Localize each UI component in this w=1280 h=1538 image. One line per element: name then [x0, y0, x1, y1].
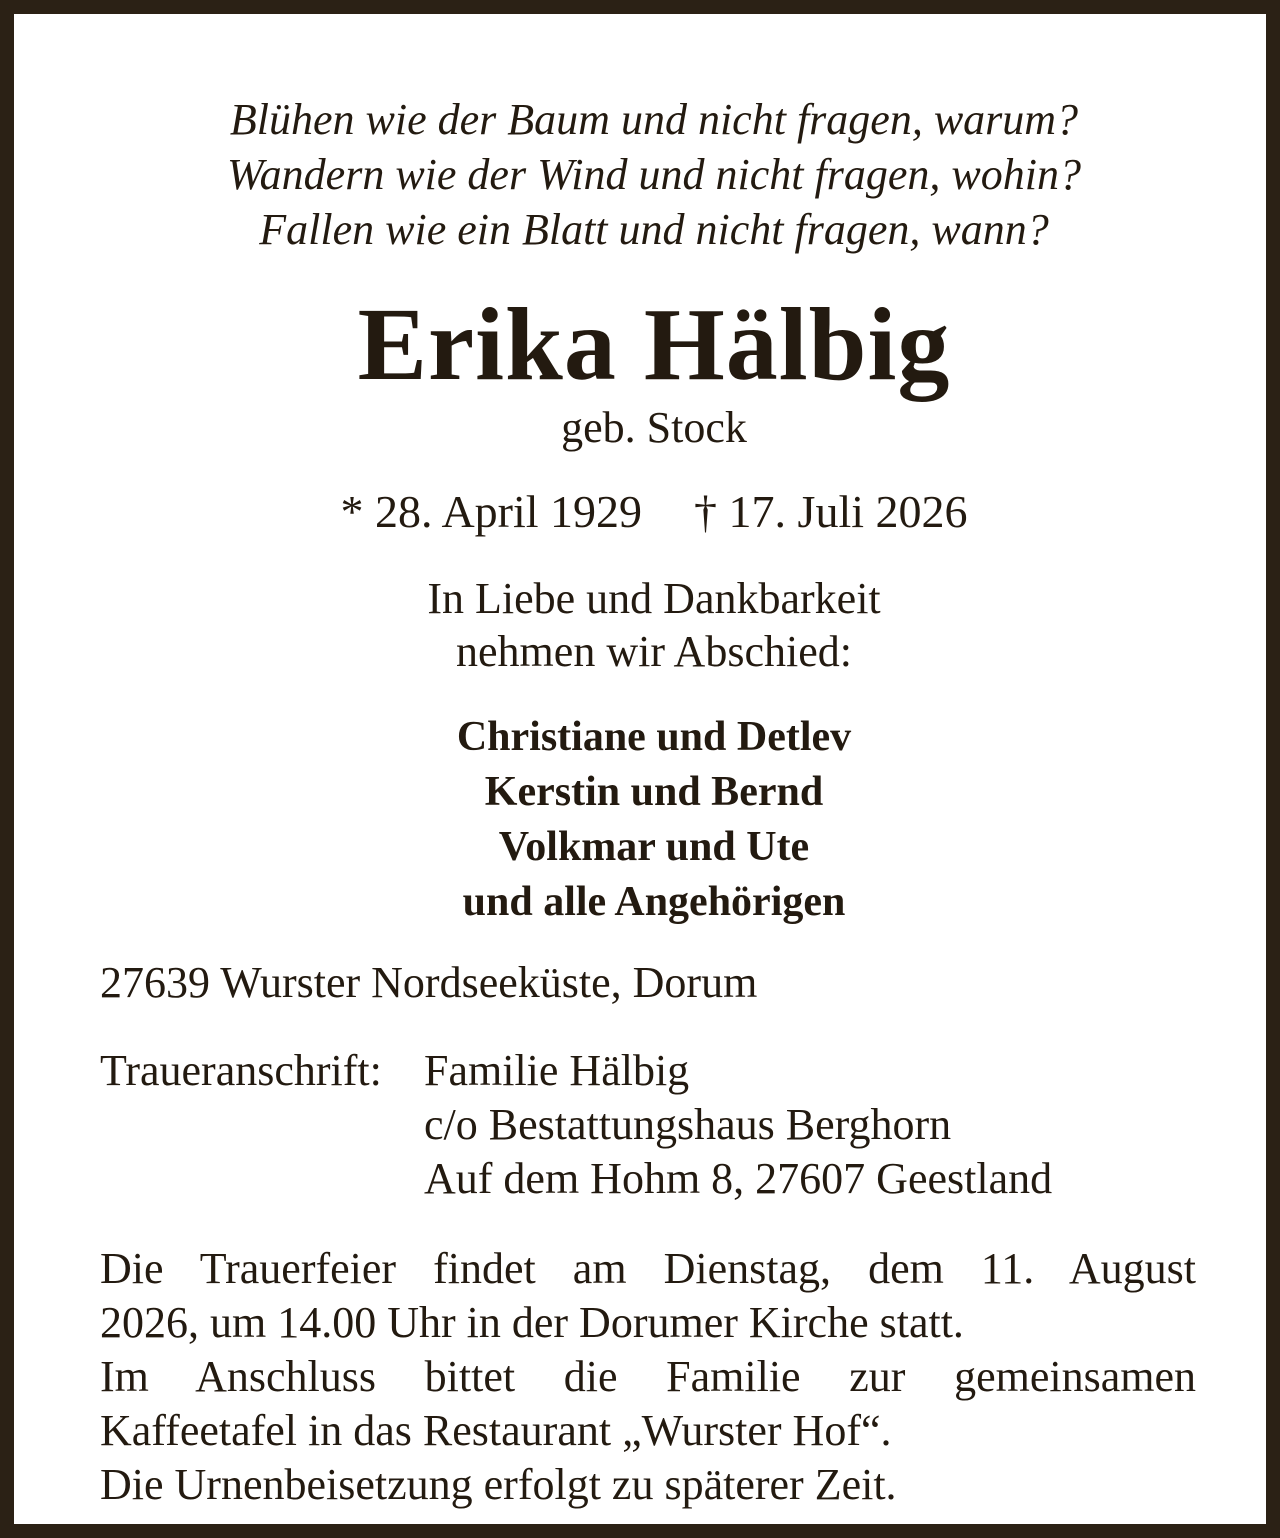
poem-quote [14, 92, 1280, 257]
location-line: 27639 Wurster Nordseeküste, Dorum [100, 958, 758, 1007]
condolence-address-label: Traueranschrift: [100, 1046, 382, 1095]
service-line: Kaffeetafel in das Restaurant „Wurster Hof“. [100, 1406, 892, 1455]
life-dates [14, 486, 1280, 538]
farewell-text [14, 572, 1280, 678]
quote-line: Blühen wie der Baum und nicht fragen, warum? [229, 95, 1079, 144]
death-date: † 17. Juli 2026 [694, 486, 968, 537]
service-line: Im Anschluss bittet die Familie zur gemeinsamen [100, 1352, 1196, 1401]
mourners-list [14, 710, 1280, 930]
mourner-line: Volkmar und Ute [498, 824, 810, 870]
condolence-address [424, 1044, 1052, 1206]
farewell-line: nehmen wir Abschied: [456, 627, 852, 676]
address-line: Familie Hälbig [424, 1046, 690, 1095]
mourner-line: Kerstin und Bernd [484, 769, 824, 815]
birth-date: * 28. April 1929 [340, 486, 643, 537]
farewell-line: In Liebe und Dankbarkeit [427, 574, 881, 623]
mourner-line: Christiane und Detlev [456, 714, 852, 760]
address-line: c/o Bestattungshaus Berghorn [424, 1100, 952, 1149]
service-line: Die Trauerfeier findet am Dienstag, dem 11. August [100, 1244, 1196, 1293]
service-line: 2026, um 14.00 Uhr in der Dorumer Kirche statt. [100, 1298, 964, 1347]
quote-line: Fallen wie ein Blatt und nicht fragen, wann? [259, 205, 1049, 254]
quote-line: Wandern wie der Wind und nicht fragen, wohin? [227, 150, 1081, 199]
deceased-name: Erika Hälbig [357, 287, 951, 402]
maiden-name: geb. Stock [561, 403, 747, 452]
mourner-line: und alle Angehörigen [462, 879, 846, 925]
service-line: Die Urnenbeisetzung erfolgt zu späterer Zeit. [100, 1460, 897, 1509]
address-line: Auf dem Hohm 8, 27607 Geestland [424, 1154, 1053, 1203]
service-info [100, 1242, 1196, 1512]
